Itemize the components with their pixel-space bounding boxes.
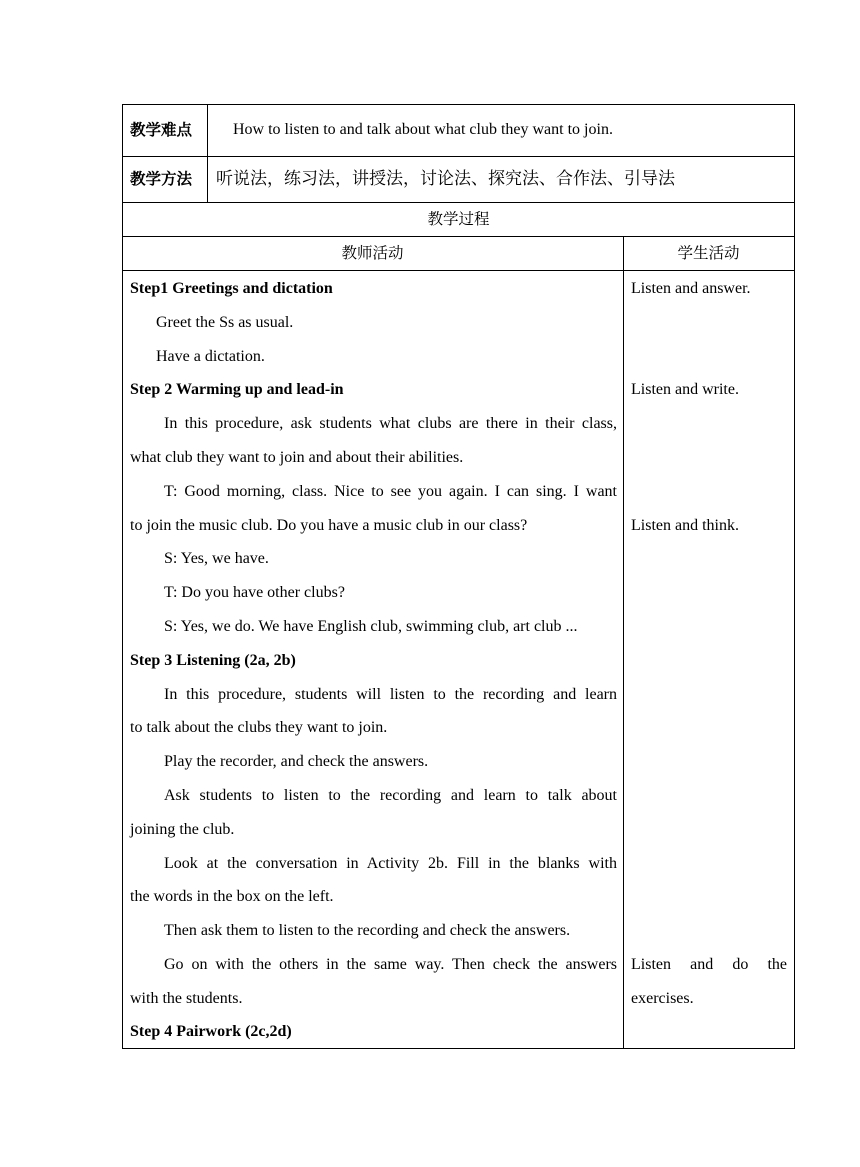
teacher-line: S: Yes, we have. xyxy=(164,550,269,567)
teacher-line: with the students. xyxy=(130,990,243,1007)
teacher-line: what club they want to join and about their abilities. xyxy=(130,449,464,466)
difficulty-content: How to listen to and talk about what club they want to join. xyxy=(233,121,613,138)
student-line: exercises. xyxy=(631,990,694,1007)
step-heading: Step1 Greetings and dictation xyxy=(130,280,333,297)
teacher-line: joining the club. xyxy=(130,821,235,838)
teacher-line: T: Do you have other clubs? xyxy=(164,584,345,601)
student-line: Listen and think. xyxy=(631,517,739,534)
teacher-line: the words in the box on the left. xyxy=(130,888,334,905)
table-border-right xyxy=(794,104,795,1049)
teacher-line: Greet the Ss as usual. xyxy=(156,314,294,331)
teacher-line: Have a dictation. xyxy=(156,348,265,365)
student-line: Listen and do the xyxy=(631,956,787,973)
teacher-line: Go on with the others in the same way. Then check the answers xyxy=(164,956,617,973)
row-divider xyxy=(122,202,795,203)
student-activity-header: 学生活动 xyxy=(677,244,740,262)
method-content: 听说法，练习法，讲授法，讨论法、探究法、合作法、引导法 xyxy=(216,169,675,189)
row-divider xyxy=(122,270,795,271)
teacher-line: Ask students to listen to the recording and learn to talk about xyxy=(164,787,617,804)
teacher-line: Look at the conversation in Activity 2b. Fill in the blanks with xyxy=(164,855,617,872)
step-heading: Step 2 Warming up and lead-in xyxy=(130,381,344,398)
teacher-line: T: Good morning, class. Nice to see you again. I can sing. I want xyxy=(164,483,617,500)
activity-column-divider xyxy=(623,236,624,1049)
teacher-line: S: Yes, we do. We have English club, swimming club, art club ... xyxy=(164,618,578,635)
teacher-line: Then ask them to listen to the recording and check the answers. xyxy=(164,922,571,939)
table-border-top xyxy=(122,104,795,105)
row-divider xyxy=(122,156,795,157)
method-label: 教学方法 xyxy=(130,170,193,188)
student-line: Listen and answer. xyxy=(631,280,751,297)
teacher-line: In this procedure, ask students what clubs are there in their class, xyxy=(164,415,617,432)
process-title: 教学过程 xyxy=(427,210,490,228)
step-heading: Step 4 Pairwork (2c,2d) xyxy=(130,1023,292,1040)
difficulty-label: 教学难点 xyxy=(130,121,193,139)
table-border-bottom xyxy=(122,1048,795,1049)
teacher-line: to talk about the clubs they want to join. xyxy=(130,719,388,736)
step-heading: Step 3 Listening (2a, 2b) xyxy=(130,652,296,669)
teacher-line: In this procedure, students will listen to the recording and learn xyxy=(164,686,617,703)
teacher-line: Play the recorder, and check the answers. xyxy=(164,753,429,770)
teacher-line: to join the music club. Do you have a music club in our class? xyxy=(130,517,528,534)
label-column-divider xyxy=(207,104,208,202)
teacher-activity-header: 教师活动 xyxy=(341,244,404,262)
student-line: Listen and write. xyxy=(631,381,739,398)
row-divider xyxy=(122,236,795,237)
